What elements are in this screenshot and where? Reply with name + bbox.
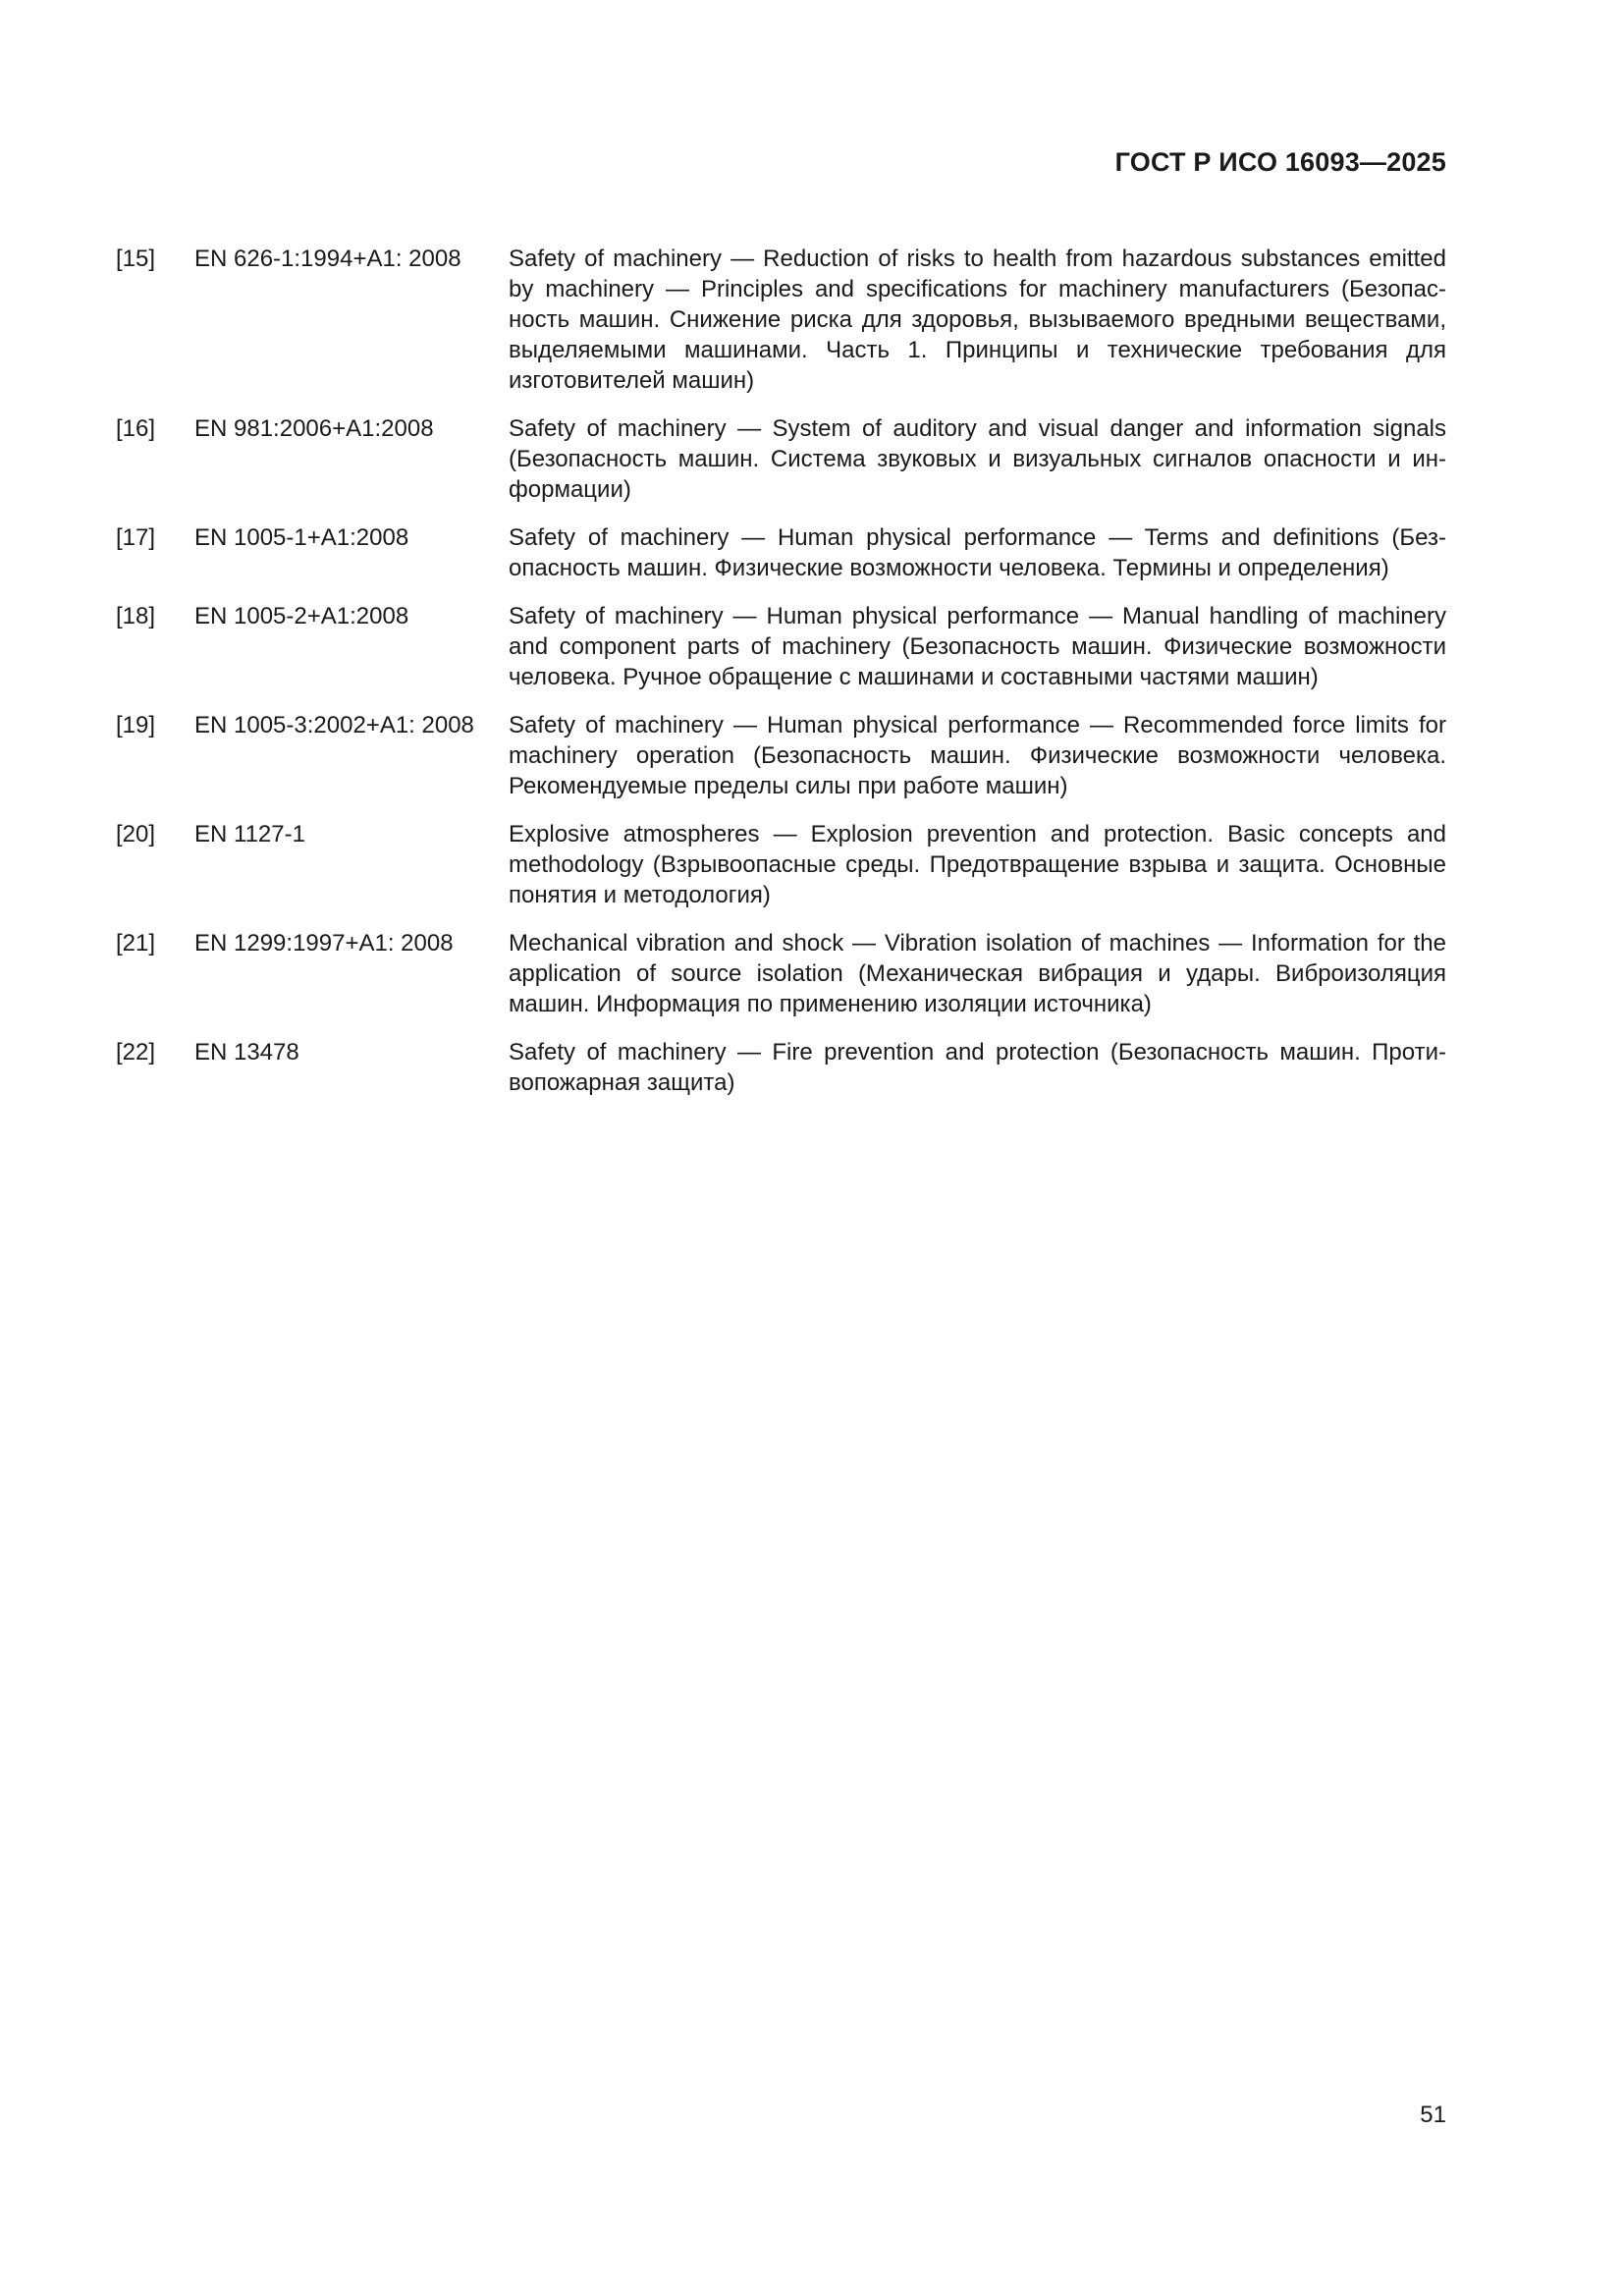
reference-number: [22] — [116, 1039, 156, 1066]
reference-code: EN 1299:1997+A1: 2008 — [194, 930, 454, 957]
reference-code: EN 1127-1 — [194, 821, 305, 847]
reference-entry — [116, 601, 1446, 692]
reference-code: EN 626-1:1994+A1: 2008 — [194, 246, 461, 272]
reference-number: [17] — [116, 524, 156, 551]
reference-title: Safety of machinery — Human physical performance — Terms and definitions (Безопасность машин. Физические возможности человека. Термины и определения) — [509, 524, 1446, 581]
reference-number: [20] — [116, 821, 156, 847]
reference-number: [19] — [116, 712, 156, 738]
reference-number: [16] — [116, 415, 156, 442]
document-code-header: ГОСТ Р ИСО 16093—2025 — [1114, 147, 1446, 177]
reference-code: EN 1005-1+A1:2008 — [194, 524, 409, 551]
reference-title: Safety of machinery — Fire prevention and protection (Безопасность машин. Противопожарная защита) — [509, 1039, 1446, 1096]
reference-number: [15] — [116, 246, 156, 272]
reference-entry — [116, 413, 1446, 505]
reference-number: [18] — [116, 603, 156, 629]
reference-title: Explosive atmospheres — Explosion prevention and protection. Basic concepts and methodology (Взрывоопасные среды. Предотвращение взрыва и защита. Основные понятия и методология) — [509, 821, 1446, 908]
reference-title: Safety of machinery — System of auditory and visual danger and information signals (Безопасность машин. Система звуковых и визуальных сигналов опасности и информации) — [509, 415, 1446, 503]
reference-entry — [116, 244, 1446, 396]
reference-entry — [116, 819, 1446, 910]
reference-title: Safety of machinery — Reduction of risks to health from hazardous substances emitted by machinery — Principles and specifications for machinery manufacturers (Безопасность машин. Снижение риска для здоровья, вызываемого вредными веществами, выделяемыми машинами. Часть 1. Принципы и технические требования для изготовителей машин) — [509, 246, 1446, 394]
reference-code: EN 13478 — [194, 1039, 299, 1066]
reference-entry — [116, 1037, 1446, 1098]
reference-entry — [116, 928, 1446, 1019]
reference-code: EN 1005-2+A1:2008 — [194, 603, 409, 629]
page-number: 51 — [1420, 2102, 1446, 2128]
reference-title: Safety of machinery — Human physical performance — Recommended force limits for machinery operation (Безопасность машин. Физические возможности человека. Рекомендуемые пределы силы при работе машин) — [509, 712, 1446, 799]
reference-title: Safety of machinery — Human physical performance — Manual handling of machinery and component parts of machinery (Безопасность машин. Физические возможности человека. Ручное обращение с машинами и составными частями машин) — [509, 603, 1446, 690]
bibliography-list — [116, 244, 1446, 1116]
reference-title: Mechanical vibration and shock — Vibration isolation of machines — Information for the application of source isolation (Механическая вибрация и удары. Виброизоляция машин. Информация по применению изоляции источника) — [509, 930, 1446, 1017]
reference-code: EN 981:2006+A1:2008 — [194, 415, 434, 442]
reference-entry — [116, 522, 1446, 583]
reference-code: EN 1005-3:2002+A1: 2008 — [194, 712, 474, 738]
reference-number: [21] — [116, 930, 156, 957]
reference-entry — [116, 710, 1446, 801]
